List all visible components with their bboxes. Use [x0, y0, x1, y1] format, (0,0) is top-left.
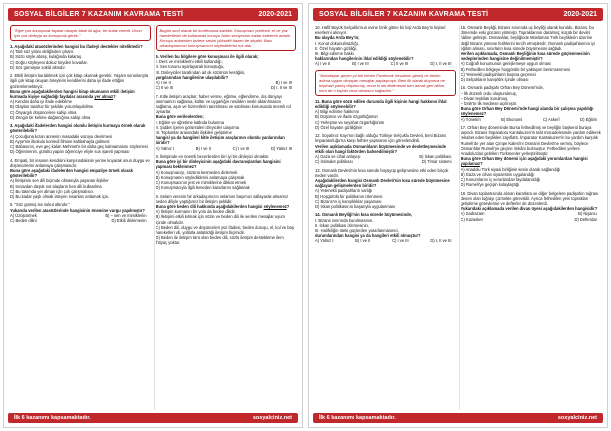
question-2: [10, 73, 151, 120]
option-d[interactable]: D) Rumeli'ye geçişin kolaylaştığı: [460, 182, 520, 188]
header-title: SOSYAL BİLGİLER 7 KAZANIM KAVRAMA TESTİ: [319, 11, 489, 18]
column-2: [461, 25, 602, 410]
option-d[interactable]: D) Etkili dinlemenin: [111, 218, 147, 224]
statement-item: III. Toplumlar arasındaki ilişkileri geliştirme: [155, 130, 232, 136]
question-18: [461, 191, 602, 222]
question-6: [156, 54, 297, 90]
option-b[interactable]: B) Ayşe'nin ilkokulu komedi filmine kahkahayla gülmesi: [10, 138, 110, 144]
column-2: [156, 25, 297, 410]
question-stem: 9. Selam verenin bir arkadaşımızın selamını başımızı sallayarak almamız beden diliyle yaptığımız bir iletişim şeklidir.: [155, 193, 289, 204]
question-prompt: 1. Aşağıdaki atasözlerinden hangisi bu ifadeyi destekler niteliktedir?: [10, 44, 143, 49]
option-a[interactable]: A) Çocuğuna kızan annenin masadaki vazoyu devirmesi: [10, 133, 112, 139]
option-b[interactable]: B) Ekonomi: [501, 116, 523, 122]
question-stem: 10. Hafif Büyük Selçuklu'nun evine İznik gitme bir kişi Arda Bey'in kişisel eserlerini alınıyor.: [315, 25, 446, 36]
option-b[interactable]: B) Nişancı: [578, 211, 597, 217]
option-b[interactable]: B) İletişimi etkili kılmak için sözle ve beden dili ile verilen mesajlar uyum içinde olmalıdır.: [155, 214, 285, 225]
option-a[interactable]: A) Bilgi edinme hakkının: [315, 109, 360, 115]
option-c[interactable]: C) I ve III: [392, 238, 409, 244]
option-d[interactable]: D) Bu kadar yaşlı olmak isteyen insanları anlamak için.: [10, 194, 110, 200]
question-prompt: 14. Osmanlı Beyliği'nin kısa sürede büyümesinde,: [315, 212, 412, 218]
worksheet-page-right: [308, 3, 608, 428]
option-c[interactable]: C) Bizans'ın iç karışıklıklar yaşaması: [315, 198, 382, 204]
option-c[interactable]: C) Bu takımda yer alman için çok çalışmalısın.: [10, 188, 94, 194]
question-stem: 18. Divan toplantısında alınan kararlara ve diğer belgelere padişahın tuğrası denen olan tuğrayı çizmekle görevlidir. Ayrıca fethedilen yeni toprakları geliştirme görevlerine ve defterler de düzenlerdi.: [460, 190, 599, 207]
info-box: "Arkadaşlar geçen yıl biri benim Facebook hesabımı girmiş ve benim adıma uygun olmayan mesajlar paylaşmıştı. Beni ilk olarak duyunca ne hepimizi yanlış düşünmüş, onun ki nin iletilmesini ben ancak geri aldım, hem de o kişinin ceza almasını sağladım.": [315, 70, 456, 96]
statement-item: II. Ses tonunu ayarlayarak konuştuğu,: [155, 64, 225, 70]
statement-item: I. Eğitim ve öğretime katkıda bulunma: [155, 119, 224, 125]
footer-site-link[interactable]: sosyalciniz.net: [557, 415, 597, 421]
option-a[interactable]: A) Gaza ve cihat anlayışı: [315, 154, 361, 160]
option-b[interactable]: B) Gaza ve cihan siyasetinin uygulandığı: [460, 171, 535, 177]
page-header: [313, 8, 603, 21]
question-5: [10, 202, 151, 223]
question-stem: 13. Osmanlı Devleti'nin kısa sürede büyüyüp gelişmesine etki eden birçok neden vardır.: [315, 167, 449, 178]
content-columns: [10, 25, 296, 410]
column-1: [315, 25, 456, 410]
question-prompt: Buna göre aşağıdaki ifadelerden hangisi empatiye örnek olarak gösterilebilir?: [10, 168, 133, 179]
question-13: [315, 168, 456, 210]
option-b[interactable]: B) I ve III: [352, 61, 369, 67]
option-b[interactable]: B) Düşünce ve ifade özgürlüğünün: [315, 114, 378, 120]
question-prompt: Buna göre verilenlerden;: [155, 114, 204, 120]
option-b[interactable]: B) ‒ sen ve mimikleriin: [105, 212, 147, 218]
option-c[interactable]: C) Beden dili, duygu ve düşünceleri yüz ifadesi, beden duruşu, el, kol ve baş hareketleri vb. yollarla anlatıldığı iletişim biçimidir.: [155, 224, 294, 236]
option-c[interactable]: C) Yerleşme ve seyahat özgürlüğünün: [315, 119, 385, 125]
option-c[interactable]: C) İstimalet politikası: [315, 159, 353, 165]
option-b[interactable]: B) Konuşmanın söylediklerini anlamaya çalışmak: [155, 174, 245, 180]
option-c[interactable]: C) Beden dilini: [10, 218, 37, 224]
question-15: [461, 25, 602, 82]
question-stem: 2. Etkili iletişim kurabilmek için çok kitap okumak gerekir. Yaşam sorunlarıyla ilgili çok kitap okuyan bireylerin kendilerini daha iyi ifade ettiğini gözlemlemekteyiz.: [10, 73, 149, 89]
question-prompt: 3. Aşağıdaki ifadelerden hangisi olumlu iletişim kurmaya örnek olarak gösterilebilir?: [10, 123, 146, 134]
statement-item: – İznik'te ilk medrese açılmıştır.: [460, 101, 518, 107]
option-c[interactable]: C) Askerî: [542, 116, 560, 122]
option-c[interactable]: C) I ve III: [232, 145, 250, 151]
option-a[interactable]: A) Yalnız I: [315, 238, 334, 244]
question-prompt: Yukarıdaki açıklamada verilen divan üyesi aşağıdakilerden hangisidir?: [460, 206, 598, 212]
statement-item: III. Halifeliğin öteki güçlerden yararlanmasının,: [315, 228, 399, 234]
header-title: SOSYAL BİLGİLER 7 KAZANIM KAVRAMA TESTİ: [14, 11, 184, 18]
option-d[interactable]: D) I, II ve III: [270, 85, 292, 91]
option-c[interactable]: C) Doğru söyleyeni dokuz köyden kovarlar.: [10, 59, 88, 65]
option-c[interactable]: C) Önyargılı düşüncelere sahip olma: [10, 109, 77, 115]
option-d[interactable]: D) I, II ve III: [430, 61, 452, 67]
question-stem: 12. Soyalınız Kayı'nın bağlı olduğu Türkiye Selçuklu Devleti, beni Bizans İmparatorluğu'na karşı fethler yapmanın için görevlendirdi.: [315, 133, 447, 144]
page-footer: [313, 413, 603, 423]
info-box: "Eğer çok konuşmak faydalı olsaydı Allah iki ağız, bir kulak verirdi. Onun için çok dinleyip az konuşmak gerek.": [10, 25, 151, 41]
question-16: [461, 85, 602, 121]
question-stem: 7. Kitle iletişim araçları; haber verme, eğitme, eğlendirme, dış dünyayı tanımamızı sağlama, kültür ve uygarlığın nesilden nesle aktarılmasını sağlama, aşırı ve hizmetlerin tanıtılması ve satılması konusunda önemli rol oynarlar.: [155, 93, 291, 115]
option-a[interactable]: A) Üzüşünmek: [10, 212, 37, 218]
question-4: [10, 158, 151, 200]
question-stem: 5. "Söz gümüş ise sukut altındır.": [10, 202, 70, 208]
question-3: [10, 123, 151, 154]
option-a[interactable]: A) Tatlı söz yılanı deliğinden çıkarır.: [10, 49, 75, 55]
content-columns: [315, 25, 601, 410]
option-d[interactable]: D) Timar sistemi: [421, 159, 452, 165]
option-b[interactable]: B) Sınavdan düşük not alaşların ben dili kullanılma: [10, 183, 102, 189]
question-1: [10, 44, 151, 70]
question-12: [315, 133, 456, 164]
option-b[interactable]: B) Olayları tarafsız bir şekilde yorumlayabilme: [10, 104, 94, 110]
option-a[interactable]: A) I ve II: [315, 61, 331, 67]
question-prompt: Bu olayda Arda Bey'in;: [315, 35, 360, 41]
question-prompt: 6. Verilen bu bilgilere göre konuşmacı ile ilgili olarak;: [155, 54, 259, 59]
statement-item: II. Özel hayatın gizliliği,: [315, 45, 357, 51]
option-a[interactable]: A) Kendini daha iyi ifade edebilme: [10, 99, 72, 105]
statement-item: I. Konut dokunulmazlığı,: [315, 40, 359, 46]
option-c[interactable]: C) Yetenekli padişahların başına geçmesi: [460, 71, 536, 77]
statement-item: II. Şiddet içeren görüntüleri izleyiciler ulaşırma: [155, 124, 240, 130]
option-d[interactable]: D) Beden ile iletişim türü olan beden dili, sözlü iletişim destekleme ilem ihtiyaç yoktur.: [155, 235, 284, 246]
page-header: [8, 8, 298, 21]
question-stem: 8. İletişimde en önemli becerilerden biri iyi bir dinleyici olmaktır.: [155, 154, 270, 160]
option-a[interactable]: A) Yetenekli padişahların varlığı: [315, 188, 373, 194]
option-a[interactable]: A) Anadolu Türk siyasi birliğinin kesin olarak sağlandığı: [460, 166, 561, 172]
footer-note: İlk 6 kazanımı kapsamaktadır.: [14, 415, 91, 421]
question-stem: 15. Osmanlı Beyliği, Bizans sınırında uç beyliği olarak kuruldu. Bizans, bu dönemde eski gücünü yitirmişti. Topraklarının daralmış; küçük bir devlet hâline gelmişti. Osmanlılar, beyliğinde Müslüman Türk beyliklerin üzerine değil Bizans yönüne fetihlerini tercih etmişlerdir. Osmanlı padişahlarının iyi eğitim alması, sınırların kısa sürede büyümesini sağladı.: [460, 25, 595, 51]
option-d[interactable]: D) Selçukların karışıklık içinde olması: [460, 77, 529, 83]
statement-item: II. İskan politikası izlemesinin,: [315, 222, 369, 228]
option-b[interactable]: B) Sözü söyle abraş, kulağında kalaraş.: [10, 54, 83, 60]
question-prompt: durumlarından hangisi ya da hangileri etkili olmuştur?: [315, 233, 421, 239]
option-c[interactable]: C) Kazasker: [460, 216, 484, 222]
question-prompt: Verilen açıklamada Osmanlıların büyümesinde ve devletleşmesinde etkili olan hangi faktörden bahsedilmiştir?: [315, 143, 447, 154]
question-prompt: hangisi ya da hangileri kitle iletişim araçlarının olumlu yanlarından biridir?: [155, 135, 285, 146]
statement-item: I. Ders ve mimiklerini etkili kullandığı,: [155, 59, 223, 65]
footer-note: İlk 6 kazanımı kapsamaktadır.: [319, 415, 396, 421]
footer-site-link[interactable]: sosyalciniz.net: [252, 415, 292, 421]
option-b[interactable]: B) I ve II: [355, 238, 371, 244]
option-d[interactable]: D) Özel hayatın gizliliğinin: [315, 124, 363, 130]
option-c[interactable]: C) Konuşmacının jest ve mimiklerine dikkat etmek: [155, 180, 247, 186]
option-a[interactable]: A) Coğrafi konumunun genişlemeye uygun olması: [460, 61, 552, 67]
option-d[interactable]: D) Yalnız III: [270, 145, 292, 151]
question-8: [156, 154, 297, 190]
question-stem: 4. Empati, bir insanın kendisini karşısındakinin yerine koyarak onun duygu ve düşüncelerini anlamaya çalışmasıdır.: [10, 157, 150, 168]
question-14: [315, 212, 456, 243]
option-a[interactable]: A) Konuşmacıyı, sözünü kesmeden dinlemek: [155, 169, 238, 175]
option-a[interactable]: A) Yönetim: [460, 116, 481, 122]
header-year: 2020-2021: [563, 11, 597, 18]
question-11: [315, 99, 456, 130]
question-9: [156, 194, 297, 246]
question-prompt: Buna göre iyi bir dinleyicinin aşağıdaki davranışlardan hangisini yapması beklenmez?: [155, 159, 281, 170]
question-prompt: Yukarıda verilen atasözlerinde hangisinin önemine vurgu yapılmıştır?: [10, 207, 145, 213]
option-a[interactable]: A) I ve II: [155, 80, 171, 86]
question-prompt: yargılarından hangilerine ulaşılabilir?: [155, 74, 229, 80]
option-d[interactable]: D) I, II ve III: [430, 238, 452, 244]
question-10: [315, 25, 456, 67]
option-d[interactable]: D) Zengin bir kelime dağarcığına sahip olma: [10, 114, 91, 120]
statement-item: – İlk düzenli ordu oluşturulmuş,: [460, 90, 517, 96]
header-year: 2020-2021: [258, 11, 292, 18]
option-c[interactable]: C) II ve III: [390, 61, 409, 67]
question-stem: 16. Osmanlı padişahı Orhan Bey Dönemi'nde,: [460, 85, 544, 91]
option-d[interactable]: D) Söz gümüşse sükût altındır.: [10, 64, 66, 70]
info-box: Bugün sınıf olarak bir konferansa katıldık. Konuşmacı profesör, el ve yüz hareketlerini de kullanarak konuyu hatırı seviyesine kadar indirerek anlattı. Konuyu anlatırken bizlere sesini yükseltti bazen de alçalttı. Bazı arkadaşlarımızı konuşmacının söylediklerini not aldı.: [156, 25, 297, 51]
option-c[interactable]: C) II ve III: [155, 85, 174, 91]
statement-item: III. Bilgi edinme hakkı: [315, 51, 354, 57]
question-prompt: haklarından hangilerinin ihlal edildiği söylenebilir?: [315, 56, 414, 62]
option-d[interactable]: D) Eğitim: [580, 116, 597, 122]
question-prompt: Buna göre aşağıdakilerden hangisi kitap okumanın etkili iletişim kurmada kişiye sağladığı faydalar arasında yer almaz?: [10, 88, 135, 100]
option-c[interactable]: C) Konumlarını iç sorunlardan faydalanıldığı: [460, 177, 541, 183]
statement-item: I. Bizans sınırında kurulmasının,: [315, 217, 374, 223]
option-b[interactable]: B) I ve II: [195, 145, 211, 151]
option-a[interactable]: A) Sadrazam: [460, 211, 485, 217]
question-prompt: Buna göre Orhan Bey dönemi için aşağıdaki yorumlardan hangisi yapılamaz?: [460, 156, 588, 167]
option-d[interactable]: D) Öğretmenin, gürültü yapan öğrenciye eliyle sus işareti yapması: [10, 149, 130, 155]
option-a[interactable]: A) Yalnız I: [155, 145, 175, 151]
question-prompt: Verilen açıklamada, Osmanlı Beyliğinin kısa sürede güçlenmesinin nedeplerinden hangisine değinilmemiştir?: [460, 51, 590, 62]
option-a[interactable]: A) İletişimin sen dili biçimde olmasıyla yaşanan ilişkiler: [10, 178, 109, 184]
statement-item: III. Dinleyiciler tarafından ait ok sözünün kestiğini,: [155, 69, 246, 75]
question-prompt: Aşağıdakilerden hangisi Osmanlı Devleti'nin kısa sürede büyümesine sağlayan gelişmelerden biridir?: [315, 178, 450, 189]
option-c[interactable]: C) Babasının, eve geç kalan Mehmet'e bir daha geç kalmamasını söylemesi: [10, 144, 148, 150]
option-d[interactable]: D) Defterdar: [574, 216, 597, 222]
question-prompt: Buna göre Orhan Bey Dönemi'nde hangi alanda bir çalışma yapıldığı söylenemez?: [460, 106, 594, 117]
worksheet-page-left: [3, 3, 303, 428]
statement-item: – Divan teşkilatı kurulmuş,: [460, 95, 509, 101]
question-7: [156, 94, 297, 151]
question-stem: 17. Orhan Bey döneminde Bursa fethedilmiş ve beyliğin başkenti buraya taşındı. Bizans İmparatoru Kantakuzen'in taht mücadelesinde yardım edilerek rekabet eden beylikleri zayıflattı. İmparator Kantakuzen'in bu yardım karşılık Rumeli'de yer alan Çimpe Kalesi'ni Osmanlı Devleti'ne vermiş, böylece Osmanlılar Rumeli'ye geçme imkânı bulmuştur. Fethedilen yerlere Anadolu'dan getirilen Türkmenler yerleştirilmiştir.: [460, 125, 601, 157]
option-b[interactable]: B) Fethedilen bölgeye hoşgörülü bir yaklaşım benimsenmesi: [460, 66, 570, 72]
option-d[interactable]: D) İskan politikasının başarıyla uygulanması: [315, 204, 396, 210]
column-1: [10, 25, 151, 410]
page-footer: [8, 413, 298, 423]
option-b[interactable]: B) İskan politikası: [419, 154, 452, 160]
option-a[interactable]: A) İletişim kurmanın bir yolu da beden dilidir.: [155, 209, 236, 215]
question-prompt: 11. Buna göre sözü edilen durumda ilgili kişinin hangi hakkının ihlal edildiği söylenebilir?: [315, 98, 447, 110]
option-d[interactable]: D) Konuşmacıyla ilgili lemeden kararlarını sağlamak: [155, 185, 250, 191]
option-b[interactable]: B) Hoşgörülü bir politikanın izlenmesi: [315, 193, 383, 199]
question-prompt: Buna göre beden dili hakkında aşağıdakilerden hangisi söylenemez?: [155, 204, 290, 210]
question-17: [461, 125, 602, 187]
option-b[interactable]: B) I ve III: [275, 80, 292, 86]
